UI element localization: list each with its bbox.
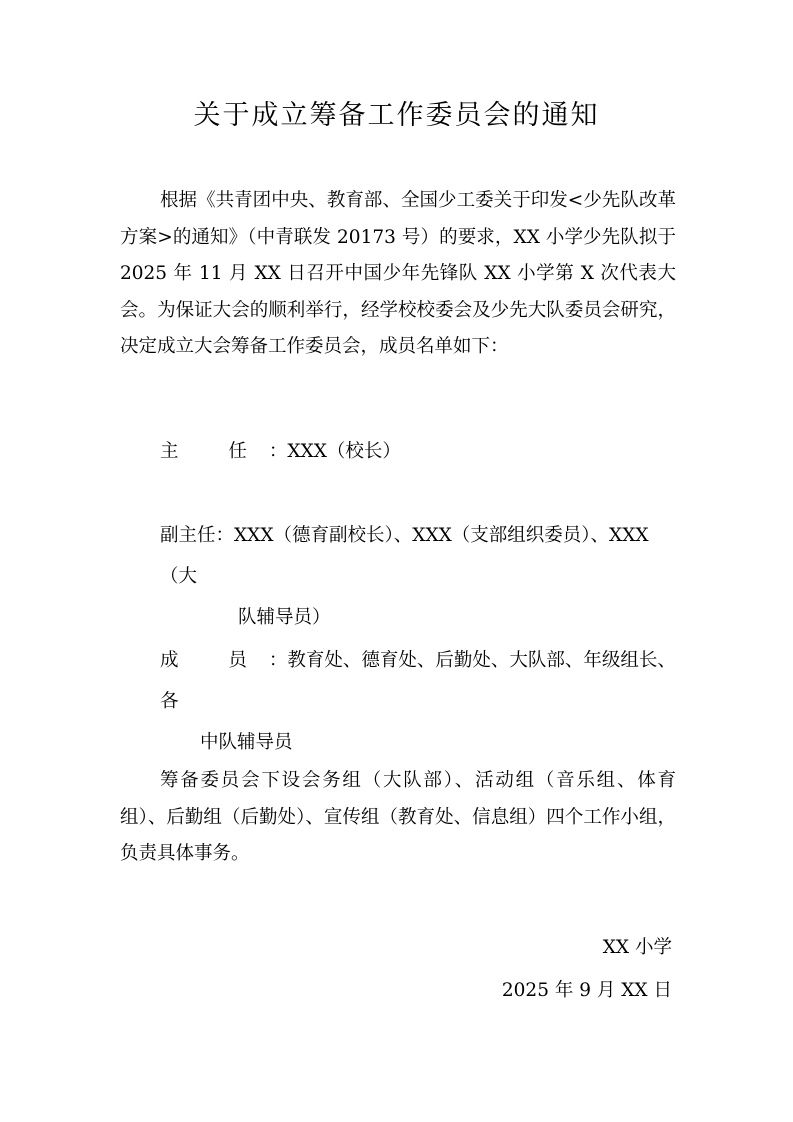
director-role-label: 主 任 <box>160 441 269 462</box>
member-director <box>160 431 676 472</box>
signature-organization: XX 小学 <box>602 937 672 958</box>
members-value-line1: ：教育处、德育处、后勤处、大队部、年级组长、各 <box>160 650 676 712</box>
signature-date: 2025 年 9 月 XX 日 <box>501 980 672 1001</box>
deputy-value-line1: ：XXX（德育副校长）、XXX（支部组织委员）、XXX（大 <box>160 525 649 587</box>
intro-paragraph: 根据《共青团中央、教育部、全国少工委关于印发<少先队改革方案>的通知》（中青联发 20173 号）的要求，XX 小学少先队拟于 2025 年 11 月 XX 日召开中国少年先锋队 XX 小学第 X 次代表大会。为保证大会的顺利举行，经学校校委会及少先大队委员会研究，决定成立大会筹备工作委员会，成员名单如下： <box>120 190 676 358</box>
member-deputy <box>160 515 676 638</box>
groups-paragraph: 筹备委员会下设会务组（大队部）、活动组（音乐组、体育组）、后勤组（后勤处）、宣传组（教育处、信息组）四个工作小组，负责具体事务。 <box>120 770 676 865</box>
deputy-role-label: 副主任 <box>160 525 216 546</box>
member-members <box>160 640 676 763</box>
document-title: 关于成立筹备工作委员会的通知 <box>193 100 600 131</box>
director-value: ：XXX（校长） <box>268 441 401 462</box>
members-role-label: 成 员 <box>160 650 269 671</box>
members-value-line2: 中队辅导员 <box>200 732 293 753</box>
deputy-value-line2: 队辅导员） <box>238 607 331 628</box>
